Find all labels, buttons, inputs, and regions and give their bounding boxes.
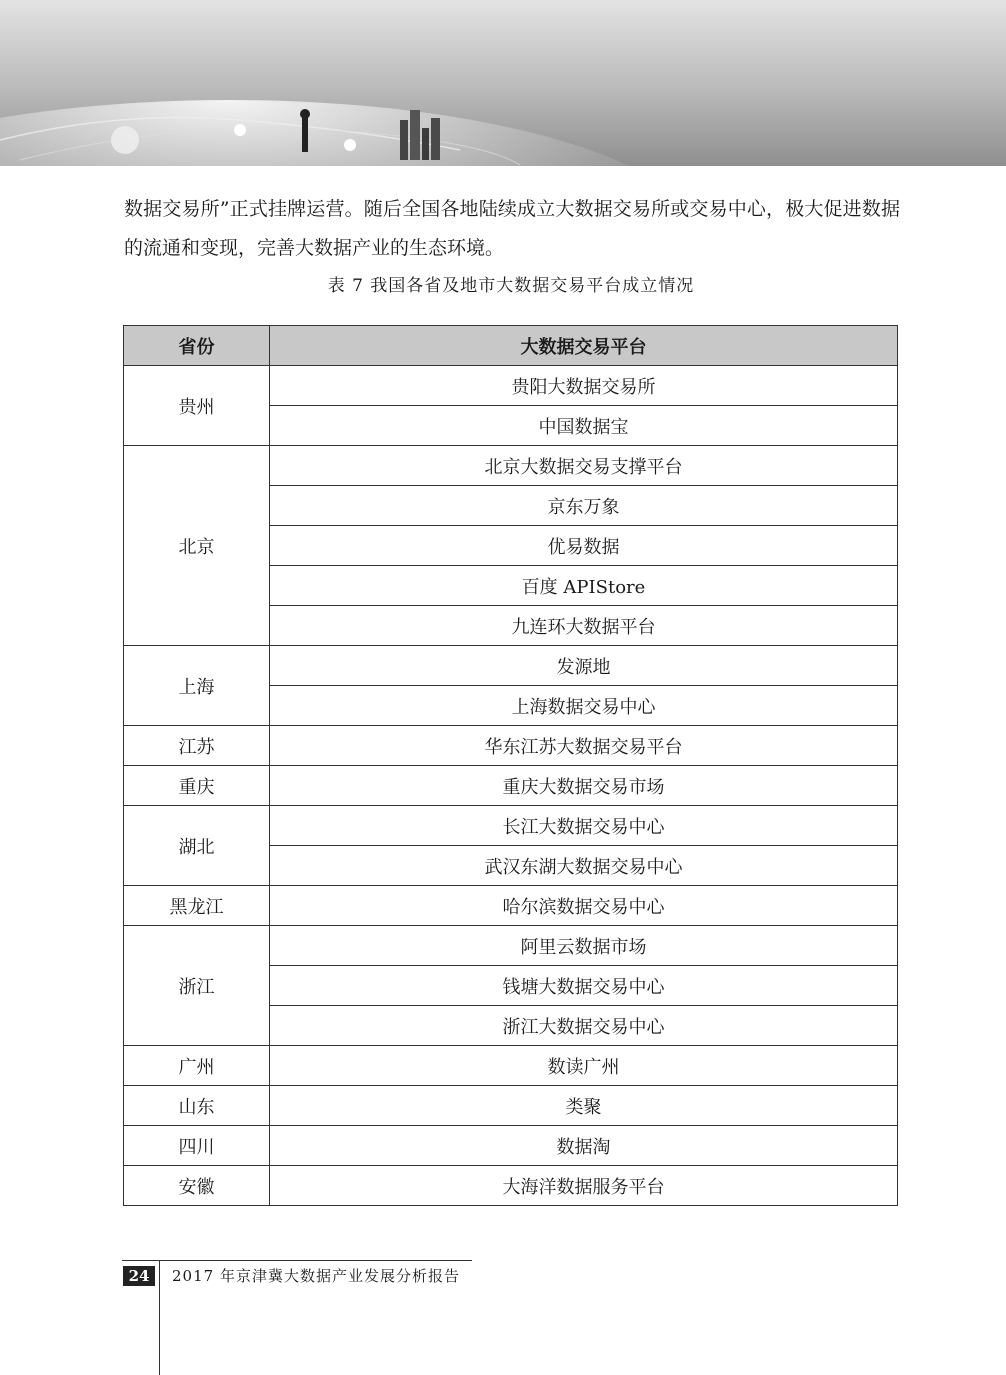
table-row [124,446,898,486]
platform-cell: 阿里云数据市场 [270,926,898,966]
platform-cell: 北京大数据交易支撑平台 [270,446,898,486]
province-cell: 安徽 [124,1166,270,1206]
table-row [124,726,898,766]
province-cell: 山东 [124,1086,270,1126]
table-row [124,1166,898,1206]
platform-cell: 类聚 [270,1086,898,1126]
platform-cell: 大海洋数据服务平台 [270,1166,898,1206]
province-cell: 黑龙江 [124,886,270,926]
platform-cell: 钱塘大数据交易中心 [270,966,898,1006]
table-row [124,1126,898,1166]
table-row [124,646,898,686]
table-row [124,806,898,846]
platform-cell: 发源地 [270,646,898,686]
header-platform: 大数据交易平台 [270,326,898,366]
province-cell: 重庆 [124,766,270,806]
platform-cell: 哈尔滨数据交易中心 [270,886,898,926]
platform-cell: 华东江苏大数据交易平台 [270,726,898,766]
table-header-row [124,326,898,366]
table-caption: 表 7 我国各省及地市大数据交易平台成立情况 [327,276,695,296]
platform-cell: 浙江大数据交易中心 [270,1006,898,1046]
platform-cell: 数读广州 [270,1046,898,1086]
platforms-table [123,325,898,1206]
body-paragraph: 数据交易所”正式挂牌运营。随后全国各地陆续成立大数据交易所或交易中心，极大促进数据的流通和变现，完善大数据产业的生态环境。 [124,198,900,259]
report-title: 2017 年京津冀大数据产业发展分析报告 [172,1267,460,1285]
platform-cell: 中国数据宝 [270,406,898,446]
platform-cell: 百度 APIStore [270,566,898,606]
province-cell: 湖北 [124,806,270,886]
province-cell: 北京 [124,446,270,646]
header-banner-image [0,0,1006,166]
province-cell: 上海 [124,646,270,726]
table-row [124,926,898,966]
province-cell: 四川 [124,1126,270,1166]
table-row [124,886,898,926]
platform-cell: 贵阳大数据交易所 [270,366,898,406]
platform-cell: 长江大数据交易中心 [270,806,898,846]
province-cell: 江苏 [124,726,270,766]
header-province: 省份 [124,326,270,366]
table-row [124,766,898,806]
province-cell: 广州 [124,1046,270,1086]
platform-cell: 数据淘 [270,1126,898,1166]
platform-cell: 九连环大数据平台 [270,606,898,646]
table-row [124,1046,898,1086]
table-body [124,366,898,1206]
platform-cell: 重庆大数据交易市场 [270,766,898,806]
platform-cell: 优易数据 [270,526,898,566]
footer-rule [122,1260,472,1261]
table-row [124,1086,898,1126]
page-number: 24 [123,1266,155,1286]
platform-cell: 上海数据交易中心 [270,686,898,726]
platform-cell: 武汉东湖大数据交易中心 [270,846,898,886]
platform-cell: 京东万象 [270,486,898,526]
province-cell: 浙江 [124,926,270,1046]
footer-vertical-rule [159,1260,160,1375]
province-cell: 贵州 [124,366,270,446]
table-row [124,366,898,406]
